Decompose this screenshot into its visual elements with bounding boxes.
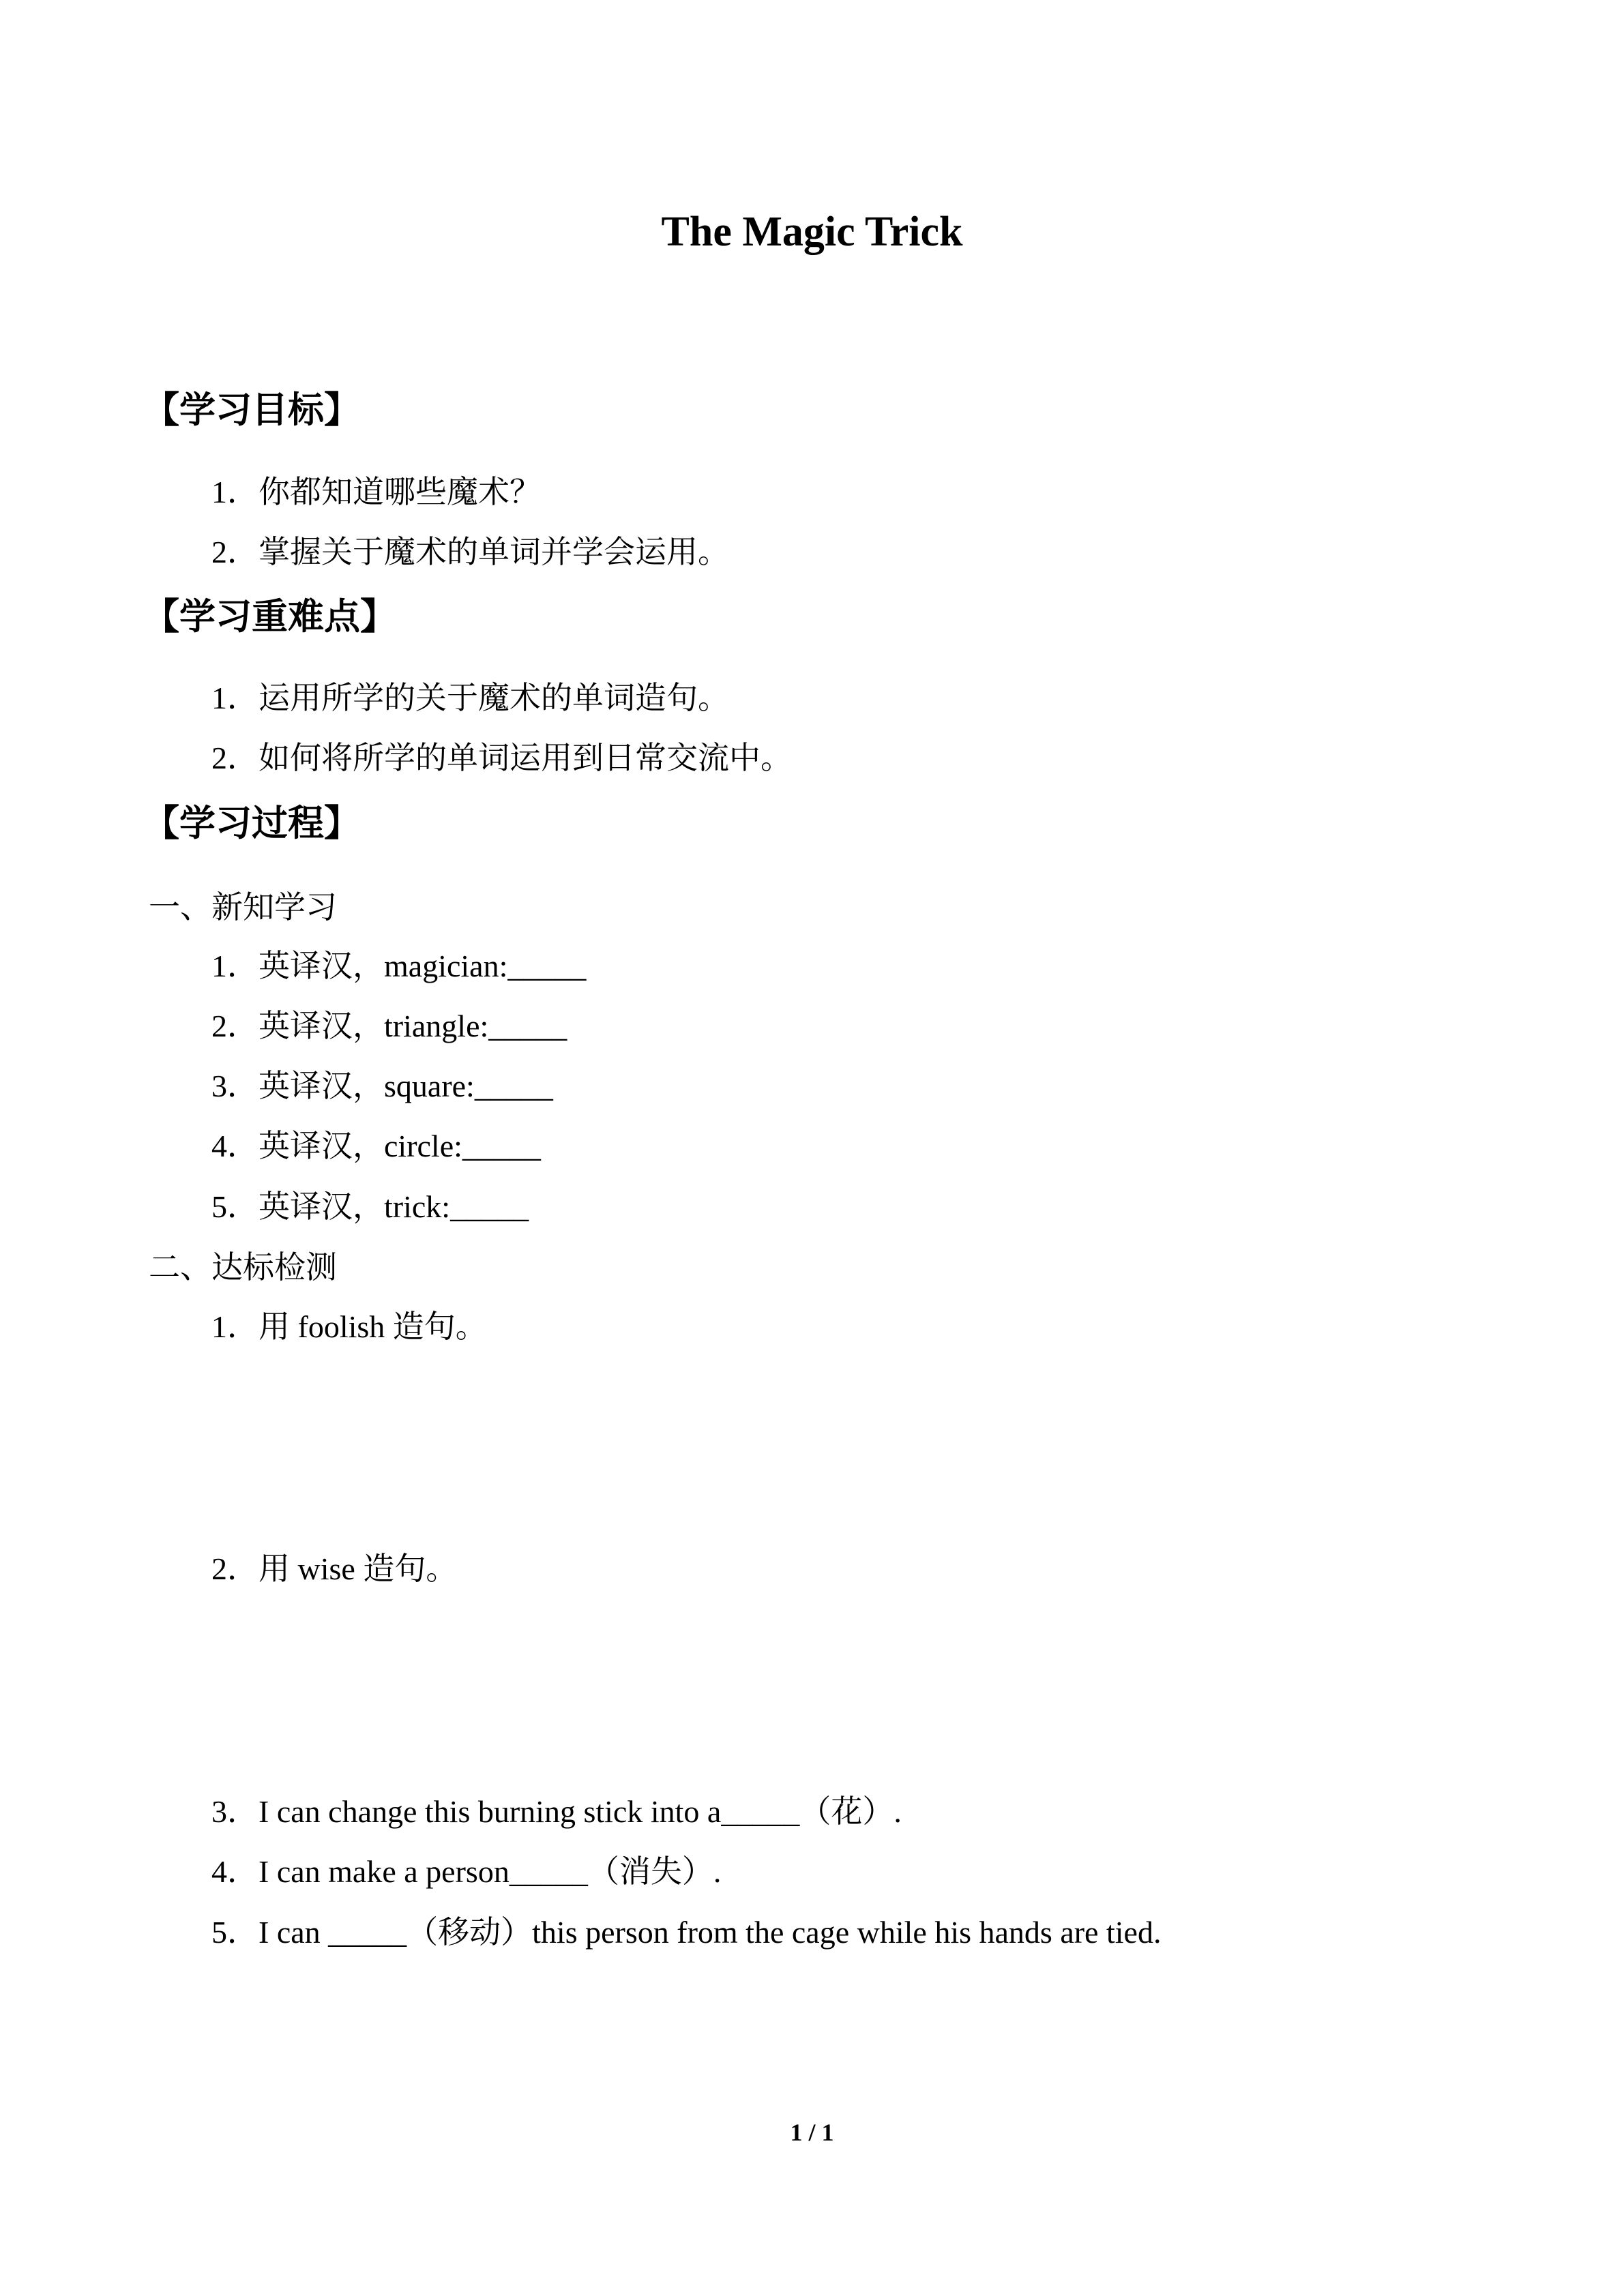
vocab-item-3: 3．英译汉，square:_____	[211, 1069, 553, 1103]
objective-item-2: 2．掌握关于魔术的单词并学会运用。	[211, 535, 729, 569]
vocab-item-5: 5．英译汉，trick:_____	[211, 1189, 529, 1224]
vocab-item-1: 1．英译汉，magician:_____	[211, 949, 587, 983]
vocab-item-2: 2．英译汉，triangle:_____	[211, 1009, 567, 1043]
vocab-item-4: 4．英译汉，circle:_____	[211, 1129, 541, 1163]
objective-item-1: 1．你都知道哪些魔术？	[211, 475, 541, 509]
section-heading-objectives: 【学习目标】	[143, 389, 360, 431]
section-heading-key-points: 【学习重难点】	[143, 596, 396, 638]
key-point-item-1: 1．运用所学的关于魔术的单词造句。	[211, 681, 729, 715]
key-point-item-2: 2．如何将所学的单词运用到日常交流中。	[211, 741, 792, 775]
page-title: The Magic Trick	[661, 209, 963, 255]
assessment-item-4: 4．I can make a person_____（消失）.	[211, 1854, 722, 1889]
assessment-item-5: 5．I can _____（移动）this person from the cage while his hands are tied.	[211, 1915, 1162, 1950]
assessment-item-2: 2．用 wise 造句。	[211, 1551, 458, 1586]
assessment-item-3: 3．I can change this burning stick into a_____（花）.	[211, 1794, 902, 1829]
part-heading-new-knowledge: 一、新知学习	[149, 889, 337, 925]
page-number: 1 / 1	[790, 2119, 834, 2146]
section-heading-process: 【学习过程】	[143, 803, 360, 844]
part-heading-assessment: 二、达标检测	[149, 1249, 337, 1285]
assessment-item-1: 1．用 foolish 造句。	[211, 1309, 487, 1344]
